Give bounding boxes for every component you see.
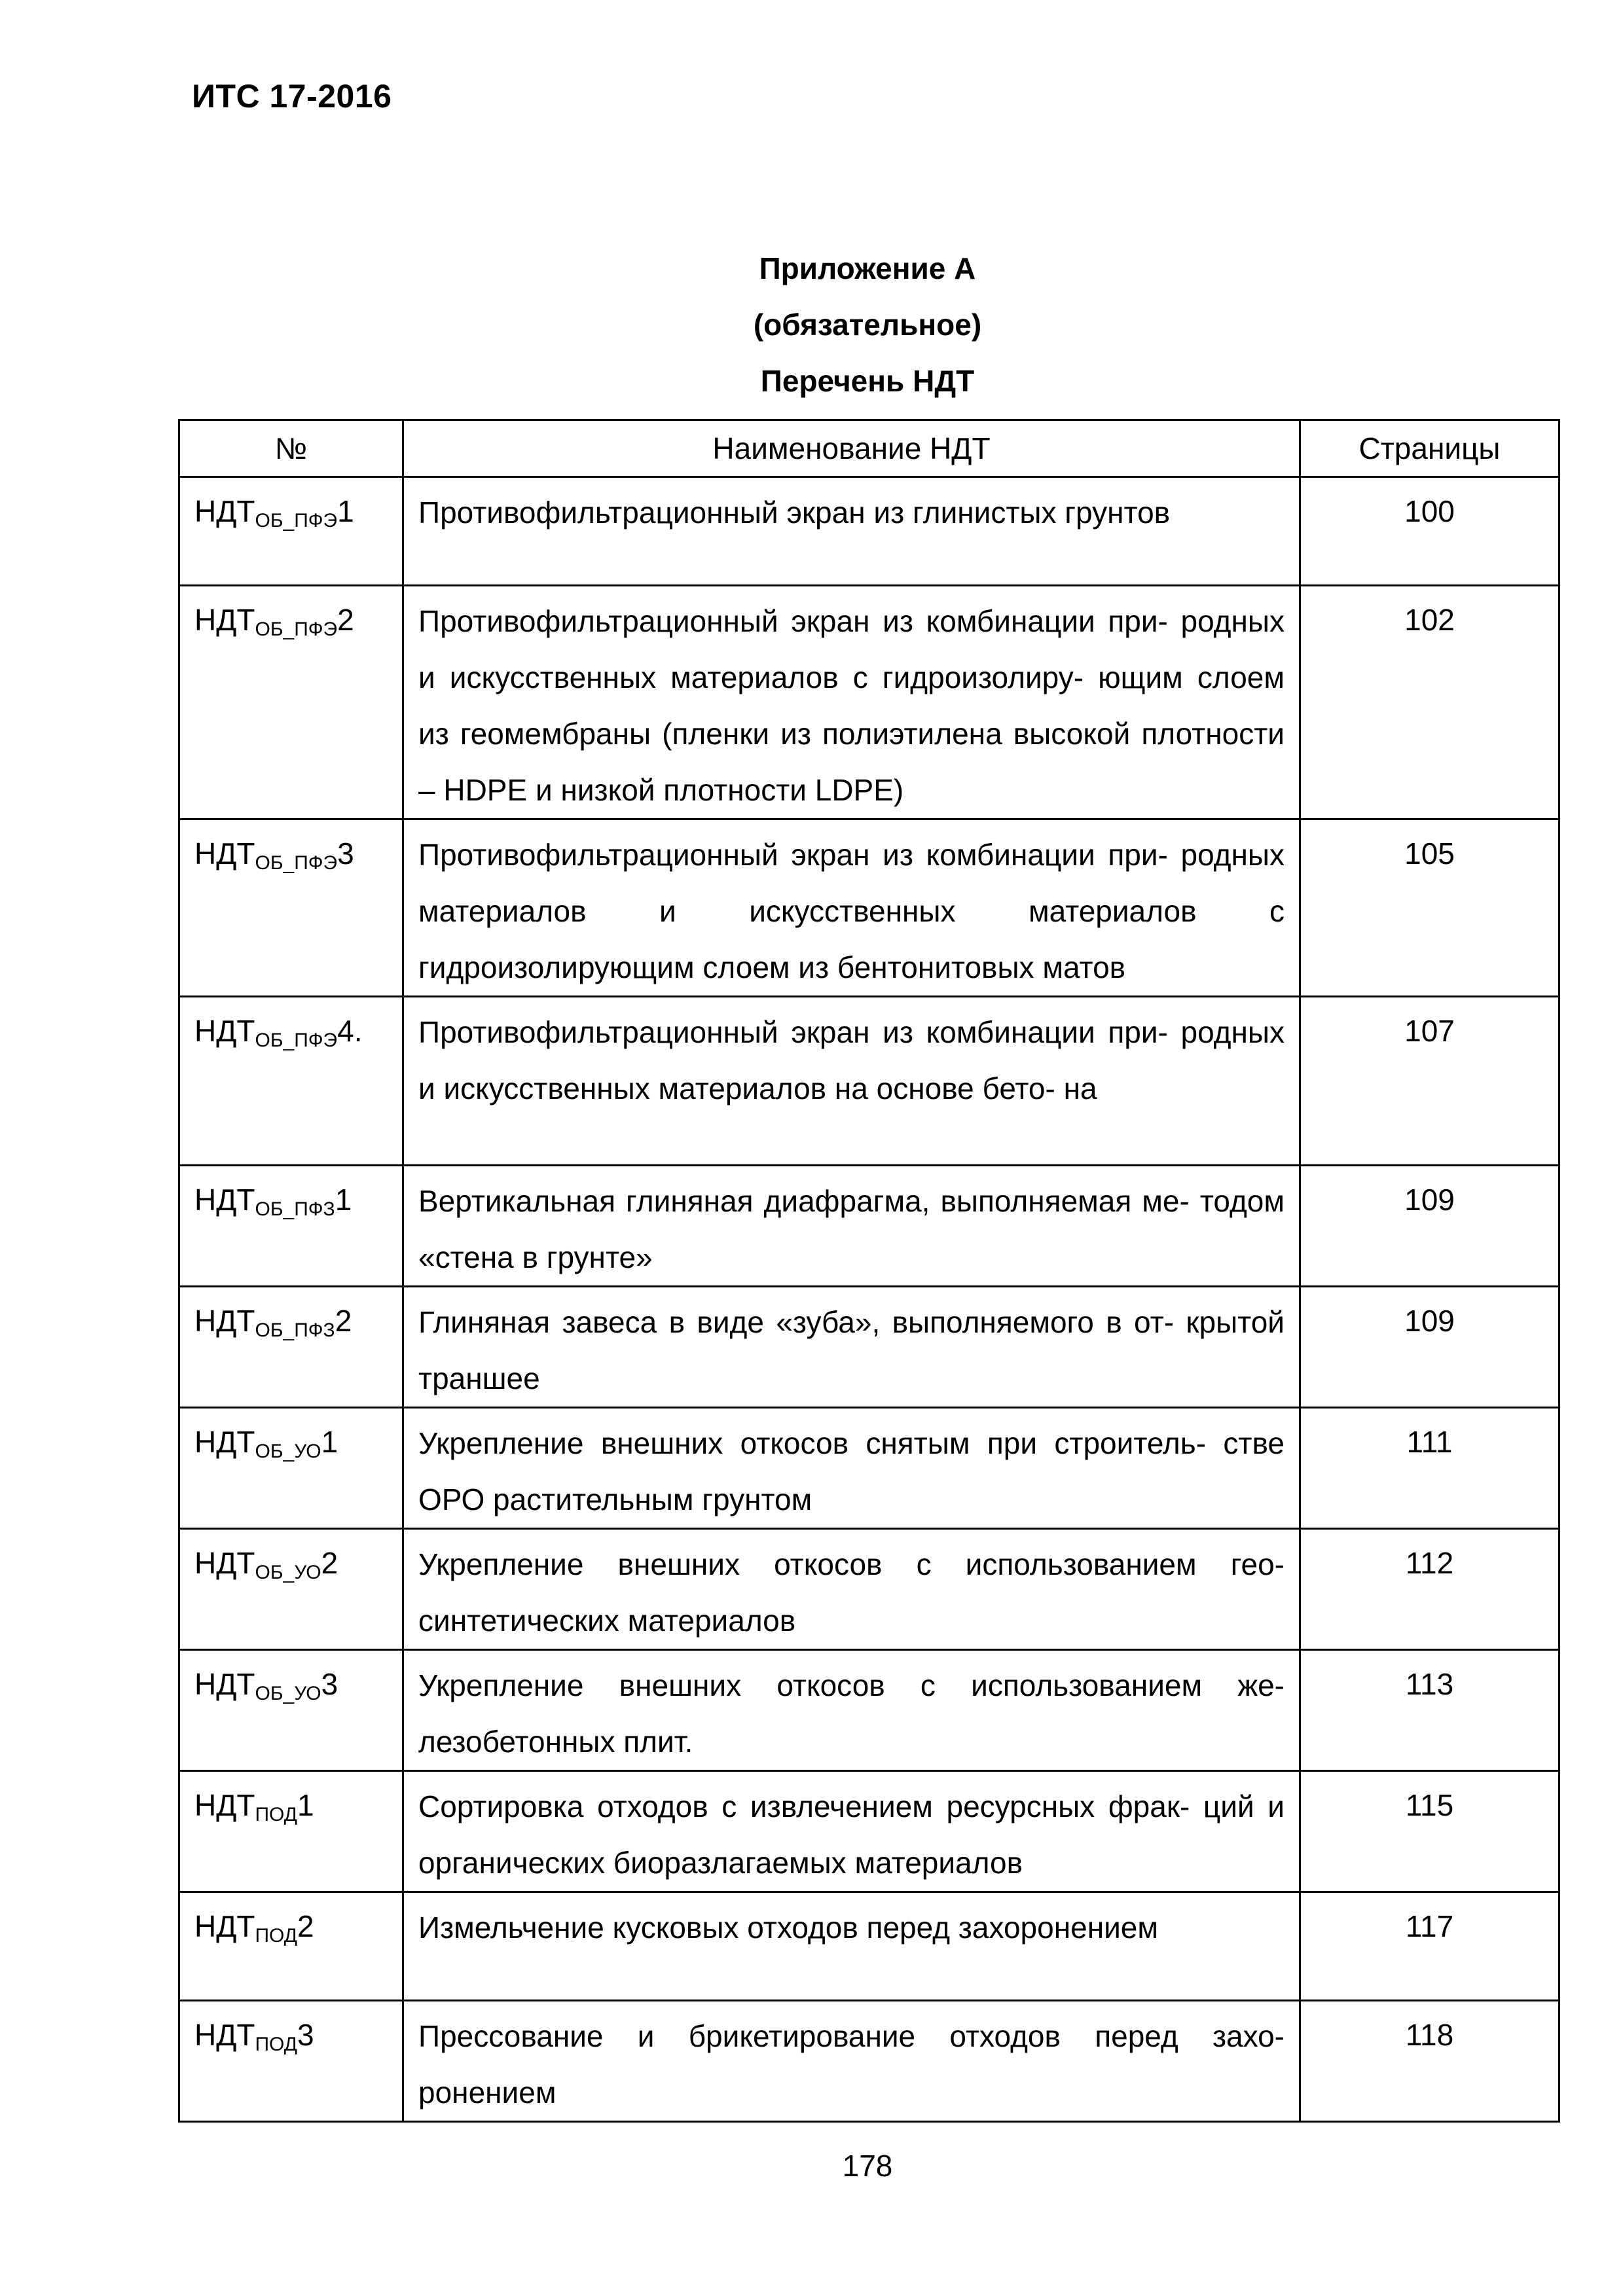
ndt-code-cell	[179, 819, 403, 997]
ndt-code: НДТ	[194, 1909, 255, 1943]
appendix-title: Приложение А	[759, 251, 976, 285]
ndt-code-subscript: ОБ_УО	[255, 1562, 321, 1583]
table-row	[179, 1529, 1559, 1650]
table-body	[179, 477, 1559, 2122]
ndt-code-cell	[179, 1529, 403, 1650]
ndt-code-cell	[179, 997, 403, 1166]
ndt-code-cell	[179, 1287, 403, 1408]
ndt-code-subscript: ОБ_ПФЭ	[255, 852, 338, 874]
ndt-code: НДТ	[194, 1667, 255, 1701]
ndt-page: 111	[1300, 1408, 1559, 1529]
ndt-code-cell	[179, 1408, 403, 1529]
ndt-page: 105	[1300, 819, 1559, 997]
table-header-row	[179, 420, 1559, 477]
ndt-code-subscript: ОБ_ПФЗ	[255, 1198, 335, 1220]
ndt-code-number: 3	[297, 2018, 314, 2052]
ndt-code-number: 4.	[337, 1014, 363, 1048]
ndt-code-cell	[179, 586, 403, 819]
ndt-code: НДТ	[194, 2018, 255, 2052]
ndt-name: Укрепление внешних откосов снятым при строитель- стве ОРО растительным грунтом	[403, 1408, 1300, 1529]
ndt-name: Вертикальная глиняная диафрагма, выполняемая ме- тодом «стена в грунте»	[403, 1166, 1300, 1287]
table-row	[179, 819, 1559, 997]
ndt-code-cell	[179, 2001, 403, 2122]
ndt-name: Измельчение кусковых отходов перед захоронением	[403, 1892, 1300, 2001]
appendix-status: (обязательное)	[753, 308, 982, 342]
table-row	[179, 1287, 1559, 1408]
ndt-code-number: 3	[321, 1667, 338, 1701]
ndt-code-number: 1	[335, 1183, 352, 1217]
ndt-code-number: 1	[297, 1788, 314, 1822]
ndt-code: НДТ	[194, 1014, 255, 1048]
ndt-code-subscript: ПОД	[255, 1925, 298, 1946]
ndt-code-subscript: ОБ_ПФЭ	[255, 510, 338, 531]
ndt-page: 118	[1300, 2001, 1559, 2122]
table-row	[179, 997, 1559, 1166]
table-row	[179, 2001, 1559, 2122]
ndt-code-number: 2	[297, 1909, 314, 1943]
ndt-code-cell	[179, 1650, 403, 1771]
ndt-page: 112	[1300, 1529, 1559, 1650]
table-row	[179, 1771, 1559, 1892]
ndt-code-cell	[179, 477, 403, 586]
ndt-code-number: 3	[337, 836, 354, 870]
ndt-code: НДТ	[194, 603, 255, 637]
ndt-name: Противофильтрационный экран из комбинации при- родных материалов и искусственных материалов с гидроизолирующим слоем из бентонитовых матов	[403, 819, 1300, 997]
ndt-code: НДТ	[194, 1425, 255, 1459]
ndt-code-cell	[179, 1771, 403, 1892]
table-row	[179, 586, 1559, 819]
ndt-code-number: 2	[337, 603, 354, 637]
ndt-code-subscript: ОБ_ПФЭ	[255, 1030, 338, 1051]
ndt-code-subscript: ПОД	[255, 1804, 298, 1825]
ndt-page: 107	[1300, 997, 1559, 1166]
ndt-code: НДТ	[194, 494, 255, 528]
column-header-name: Наименование НДТ	[403, 420, 1300, 477]
ndt-code-number: 1	[337, 494, 354, 528]
ndt-code-number: 2	[335, 1304, 352, 1338]
table-row	[179, 1650, 1559, 1771]
ndt-code-subscript: ОБ_ПФЭ	[255, 619, 338, 640]
ndt-name: Прессование и брикетирование отходов перед захо- ронением	[403, 2001, 1300, 2122]
ndt-table	[178, 419, 1560, 2123]
appendix-headings	[0, 247, 1623, 416]
table-row	[179, 1408, 1559, 1529]
ndt-code: НДТ	[194, 1546, 255, 1580]
ndt-code: НДТ	[194, 1788, 255, 1822]
ndt-name: Укрепление внешних откосов с использованием же- лезобетонных плит.	[403, 1650, 1300, 1771]
ndt-page: 117	[1300, 1892, 1559, 2001]
ndt-page: 102	[1300, 586, 1559, 819]
column-header-pages: Страницы	[1300, 420, 1559, 477]
list-title: Перечень НДТ	[760, 364, 975, 398]
column-header-number: №	[179, 420, 403, 477]
page-number: 178	[842, 2149, 893, 2183]
ndt-name: Укрепление внешних откосов с использованием гео- синтетических материалов	[403, 1529, 1300, 1650]
ndt-code-subscript: ОБ_УО	[255, 1441, 321, 1462]
ndt-code: НДТ	[194, 1183, 255, 1217]
ndt-code-subscript: ОБ_УО	[255, 1683, 321, 1704]
ndt-code-cell	[179, 1166, 403, 1287]
ndt-name: Противофильтрационный экран из комбинации при- родных и искусственных материалов на основе бето- на	[403, 997, 1300, 1166]
ndt-code-cell	[179, 1892, 403, 2001]
ndt-name: Сортировка отходов с извлечением ресурсных фрак- ций и органических биоразлагаемых материалов	[403, 1771, 1300, 1892]
ndt-name: Противофильтрационный экран из глинистых грунтов	[403, 477, 1300, 586]
ndt-code-number: 1	[321, 1425, 338, 1459]
ndt-code: НДТ	[194, 1304, 255, 1338]
ndt-page: 109	[1300, 1287, 1559, 1408]
ndt-name: Противофильтрационный экран из комбинации при- родных и искусственных материалов с гидроизолиру- ющим слоем из геомембраны (пленки из полиэтилена высокой плотности – HDPE и низкой плотности LDPE)	[403, 586, 1300, 819]
ndt-page: 113	[1300, 1650, 1559, 1771]
ndt-code-subscript: ОБ_ПФЗ	[255, 1319, 335, 1341]
ndt-code-subscript: ПОД	[255, 2034, 298, 2055]
table-row	[179, 1892, 1559, 2001]
ndt-page: 109	[1300, 1166, 1559, 1287]
document-code: ИТС 17-2016	[192, 78, 392, 115]
ndt-page: 115	[1300, 1771, 1559, 1892]
table-row	[179, 477, 1559, 586]
ndt-code-number: 2	[321, 1546, 338, 1580]
table-row	[179, 1166, 1559, 1287]
ndt-name: Глиняная завеса в виде «зуба», выполняемого в от- крытой траншее	[403, 1287, 1300, 1408]
ndt-code: НДТ	[194, 836, 255, 870]
ndt-page: 100	[1300, 477, 1559, 586]
